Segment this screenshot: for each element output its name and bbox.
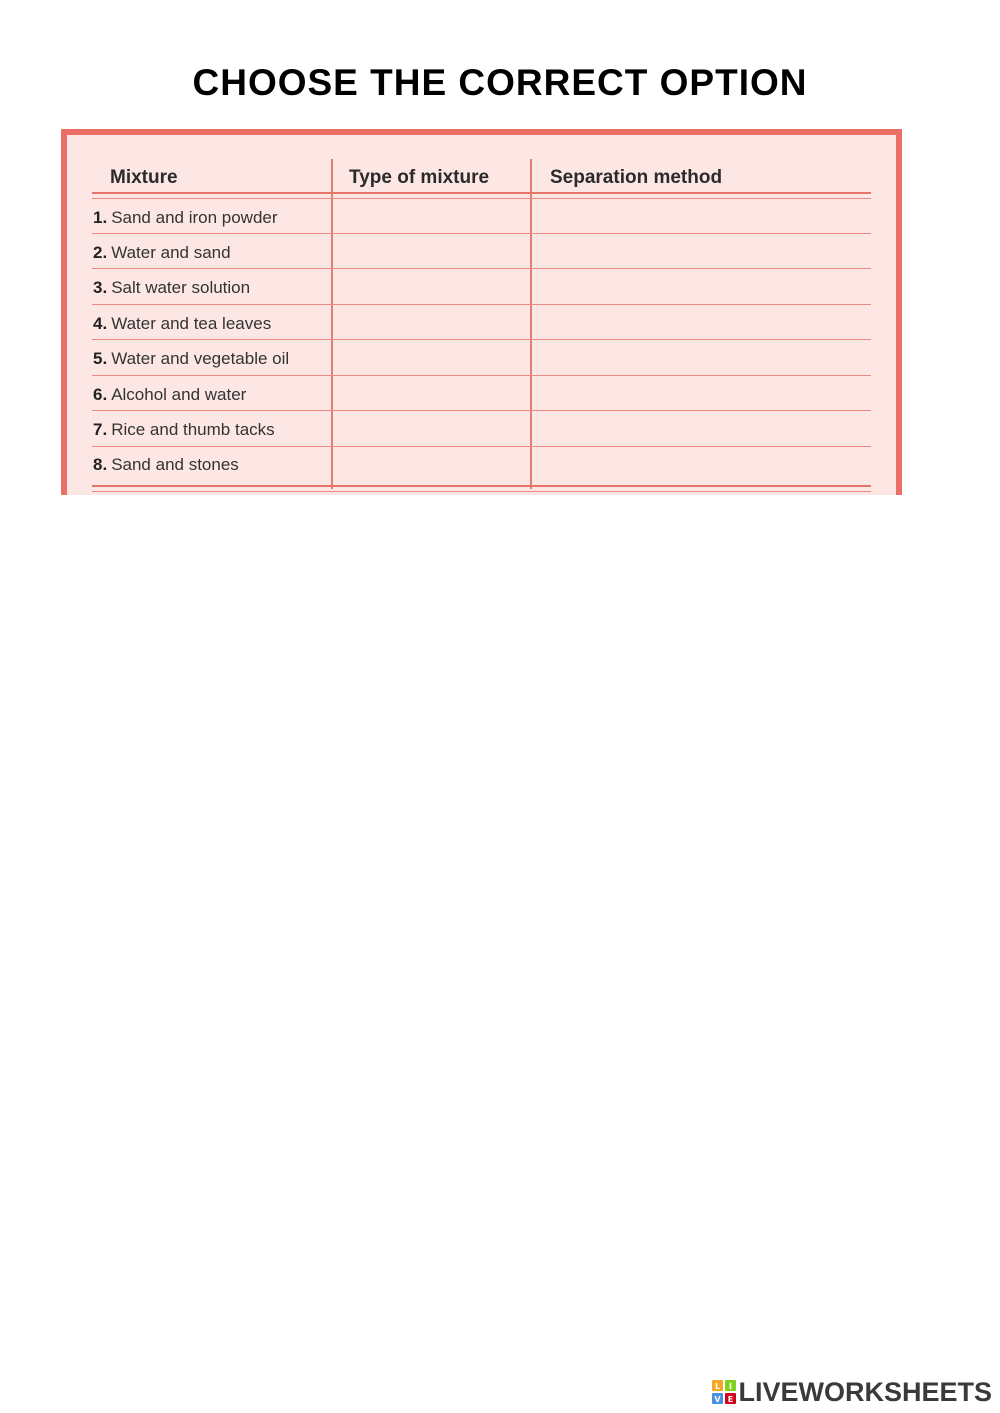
row-divider <box>92 446 871 447</box>
table-row <box>93 349 289 369</box>
row-number: 7. <box>93 420 108 439</box>
header-mixture: Mixture <box>110 167 178 188</box>
bottom-rule <box>92 491 871 492</box>
row-number: 8. <box>93 455 108 474</box>
header-rule <box>92 198 871 199</box>
svg-text:L: L <box>715 1382 721 1391</box>
brand-name: LIVEWORKSHEETS <box>738 1376 992 1407</box>
header-type-of-mixture: Type of mixture <box>349 167 490 188</box>
table-row <box>93 420 275 440</box>
svg-text:V: V <box>714 1395 722 1404</box>
column-divider <box>530 159 532 489</box>
row-number: 6. <box>93 385 108 404</box>
row-mixture: Water and vegetable oil <box>111 349 290 368</box>
row-divider <box>92 268 871 269</box>
table-row <box>93 455 239 475</box>
worksheet-table <box>61 129 902 495</box>
row-mixture: Salt water solution <box>111 278 251 297</box>
row-divider <box>92 304 871 305</box>
row-mixture: Water and tea leaves <box>111 314 272 333</box>
row-divider <box>92 339 871 340</box>
header-rule <box>92 192 871 194</box>
page-title: CHOOSE THE CORRECT OPTION <box>192 62 808 103</box>
header-separation-method: Separation method <box>550 167 723 188</box>
table-row <box>93 208 278 228</box>
table-row <box>93 243 231 263</box>
liveworksheets-logo-icon <box>712 1380 736 1404</box>
column-divider <box>331 159 333 489</box>
row-mixture: Water and sand <box>111 243 231 262</box>
svg-text:E: E <box>728 1395 734 1404</box>
row-mixture: Sand and stones <box>111 455 239 474</box>
table-row <box>93 314 271 334</box>
row-mixture: Rice and thumb tacks <box>111 420 275 439</box>
row-mixture: Sand and iron powder <box>111 208 278 227</box>
row-divider <box>92 375 871 376</box>
bottom-rule <box>92 485 871 487</box>
table-header <box>92 157 871 197</box>
table-row <box>93 278 250 298</box>
table-row <box>93 385 246 405</box>
row-number: 2. <box>93 243 108 262</box>
row-number: 5. <box>93 349 108 368</box>
row-divider <box>92 410 871 411</box>
row-number: 3. <box>93 278 108 297</box>
svg-text:I: I <box>729 1382 733 1391</box>
row-mixture: Alcohol and water <box>111 385 247 404</box>
liveworksheets-brand <box>712 1377 992 1407</box>
row-number: 4. <box>93 314 108 333</box>
row-divider <box>92 233 871 234</box>
row-number: 1. <box>93 208 108 227</box>
